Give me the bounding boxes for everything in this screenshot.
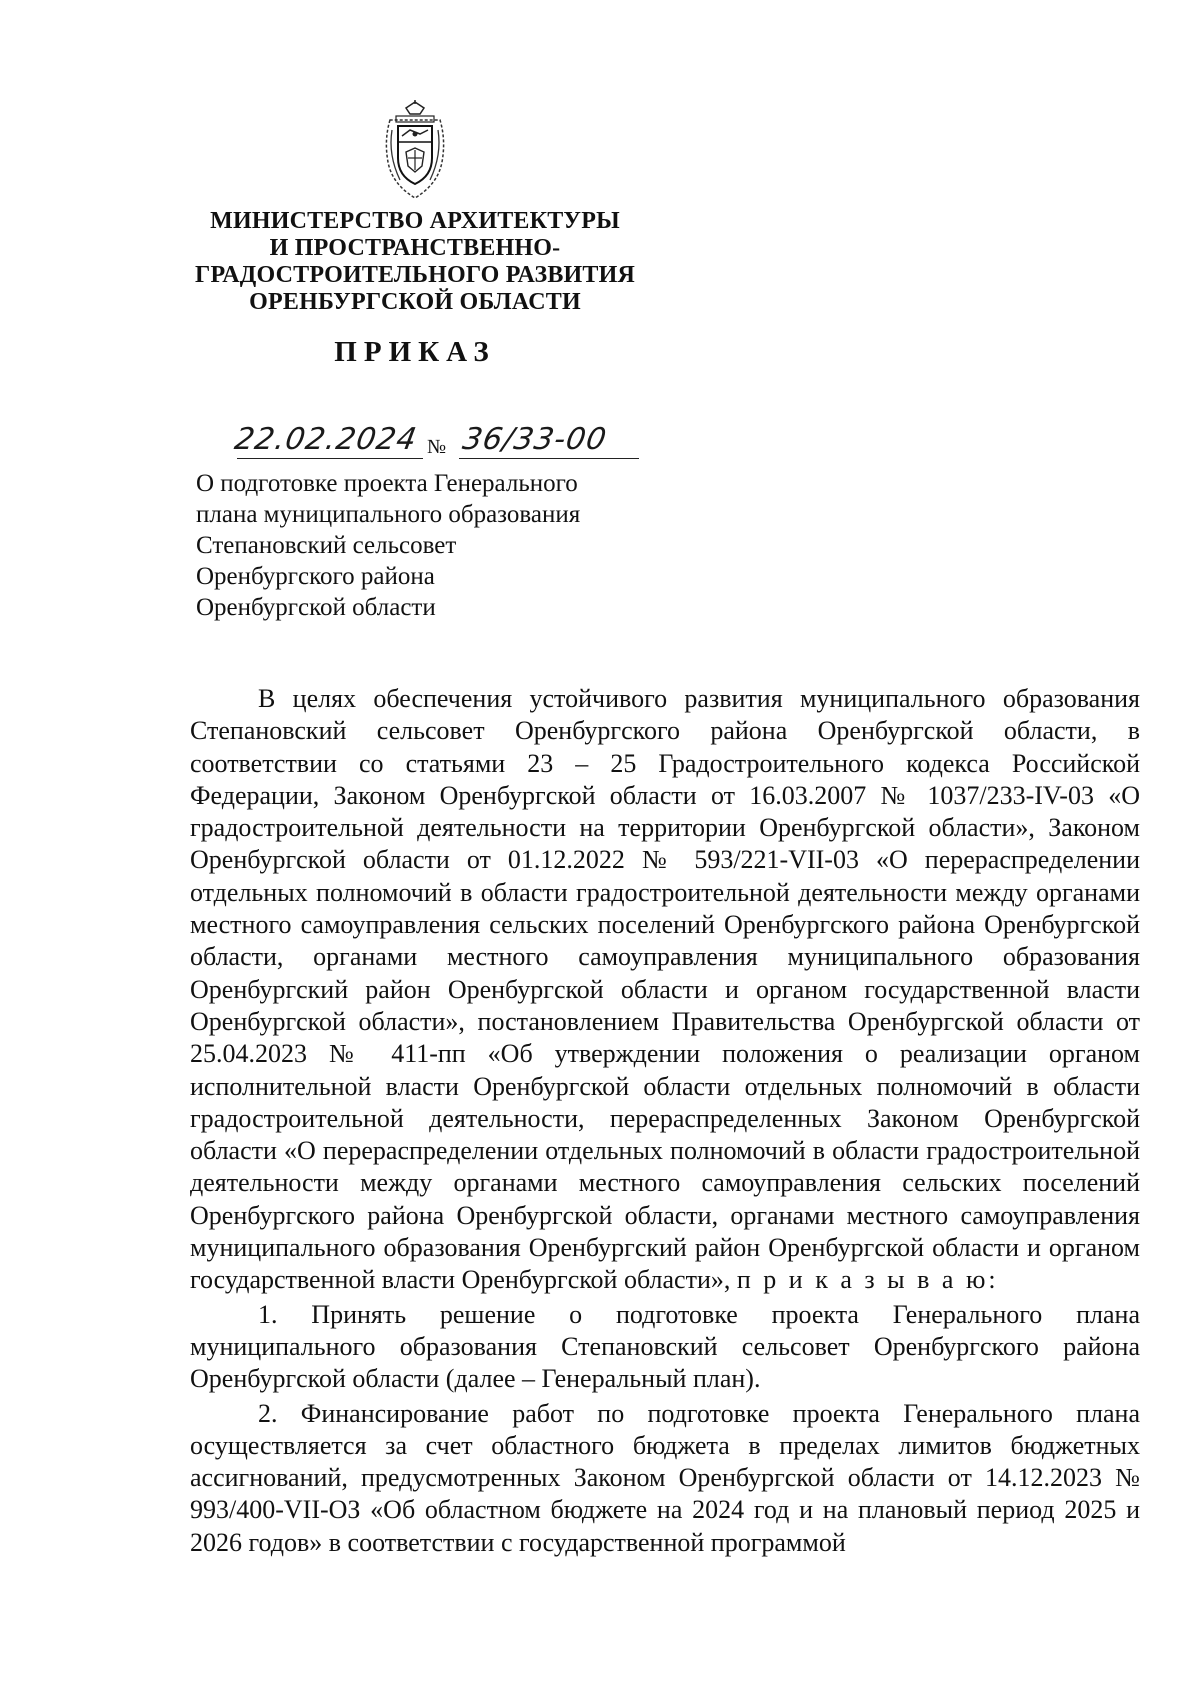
number-sign: №: [427, 436, 447, 458]
coat-of-arms-icon: [380, 100, 450, 202]
preamble-text: В целях обеспечения устойчивого развития муниципального образования Степановский сельсовет Оренбургского района Оренбургской области, в соответствии со статьями 23 – 25 Градостроительного кодекса Российской Федерации, Законом Оренбургской области от 16.03.2007 № 1037/233-IV-03 «О градостроительной деятельности на территории Оренбургской области», Законом Оренбургской области от 01.12.2022 № 593/221-VII-03 «О перераспределении отдельных полномочий в области градостроительной деятельности между органами местного самоуправления сельских поселений Оренбургского района Оренбургской области, органами местного самоуправления муниципального образования Оренбургский район Оренбургской области и органом государственной власти Оренбургской области», постановлением Правительства Оренбургской области от 25.04.2023 № 411-пп «Об утверждении положения о реализации органом исполнительной власти Оренбургской области отдельных полномочий в области градостроительной деятельности, перераспределенных Законом Оренбургской области «О перераспределении отдельных полномочий в области градостроительной деятельности между органами местного самоуправления сельских поселений Оренбургского района Оренбургской области, органами местного самоуправления муниципального образования Оренбургский район Оренбургской области и органом государственной власти Оренбургской области»,: [190, 684, 1140, 1295]
order-number: 36/33-00: [459, 422, 610, 457]
ministry-line-3: ГРАДОСТРОИТЕЛЬНОГО РАЗВИТИЯ: [194, 262, 636, 288]
order-date: 22.02.2024: [231, 422, 420, 457]
subject-line-1: О подготовке проекта Генерального: [196, 470, 578, 497]
order-subject: [196, 468, 656, 623]
order-body: [190, 683, 1140, 1559]
subject-line-5: Оренбургской области: [196, 594, 436, 621]
ministry-line-4: ОРЕНБУРГСКОЙ ОБЛАСТИ: [249, 289, 581, 315]
subject-line-2: плана муниципального образования: [196, 501, 581, 528]
document-type-title: ПРИКАЗ: [334, 336, 496, 368]
ministry-name: [180, 208, 650, 316]
ministry-line-1: МИНИСТЕРСТВО АРХИТЕКТУРЫ: [210, 208, 620, 234]
registration-line: [231, 420, 655, 464]
ministry-line-2: И ПРОСТРАНСТВЕННО-: [269, 235, 561, 261]
date-underline: [237, 458, 423, 459]
preamble-paragraph: [190, 683, 1140, 1297]
order-word: п р и к а з ы в а ю:: [736, 1265, 999, 1295]
item-1-paragraph: 1. Принять решение о подготовке проекта Генерального плана муниципального образования Степановский сельсовет Оренбургского района Оренбургской области (далее – Генеральный план).: [190, 1299, 1140, 1394]
subject-line-3: Степановский сельсовет: [196, 532, 457, 559]
number-underline: [459, 458, 639, 459]
subject-line-4: Оренбургского района: [196, 563, 435, 590]
item-2-paragraph: 2. Финансирование работ по подготовке проекта Генерального плана осуществляется за счет областного бюджета в пределах лимитов бюджетных ассигнований, предусмотренных Законом Оренбургской области от 14.12.2023 № 993/400-VII-ОЗ «Об областном бюджете на 2024 год и на плановый период 2025 и 2026 годов» в соответствии с государственной программой: [190, 1398, 1140, 1557]
